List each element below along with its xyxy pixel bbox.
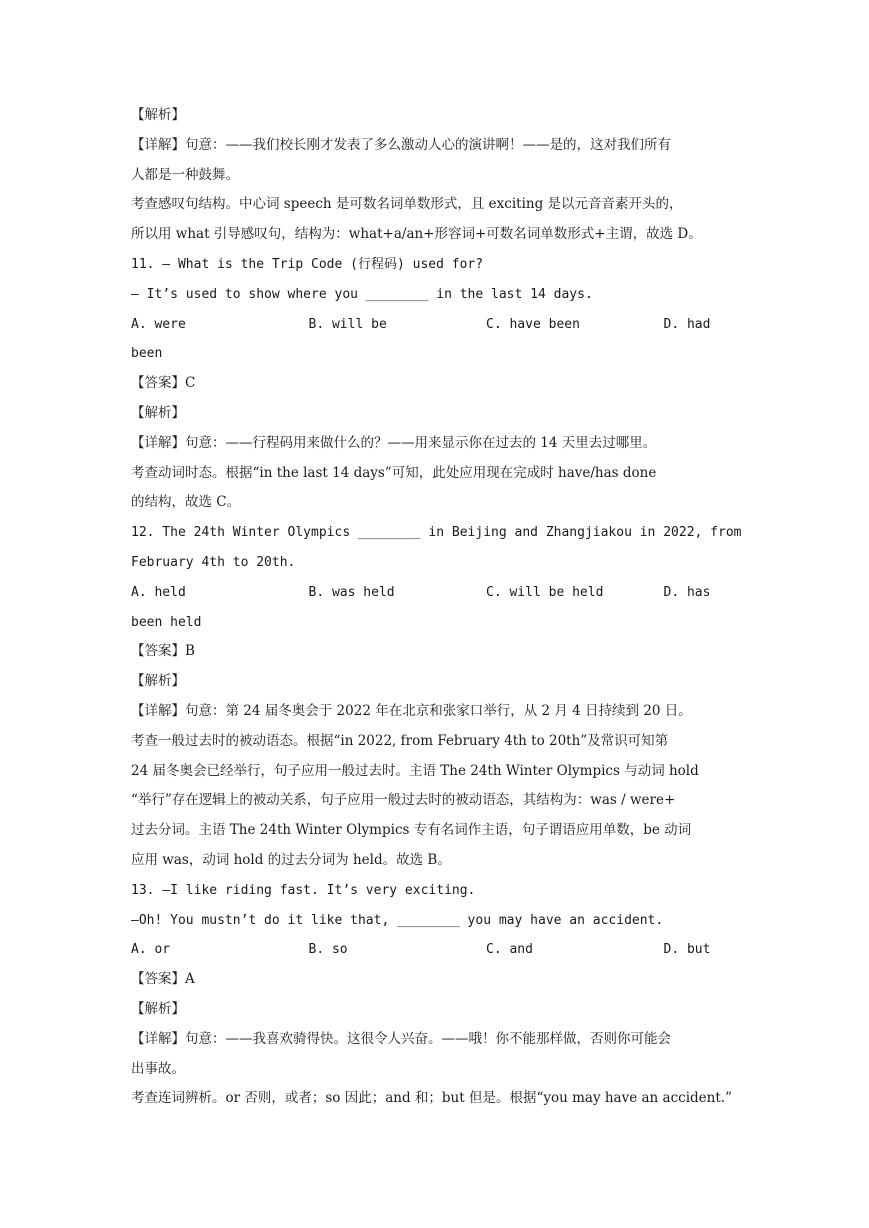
analysis-label: 【解析】 <box>131 404 185 421</box>
text-line: 考查一般过去时的被动语态。根据“in 2022, from February 4th to 20th”及常识可知第 <box>131 732 669 749</box>
explanation-line: 【详解】句意：——行程码用来做什么的？——用来显示你在过去的 14 天里去过哪里。 <box>131 434 657 451</box>
option-b: B. was held <box>308 584 395 600</box>
option-c: C. will be held <box>486 584 604 600</box>
question-stem: 12. The 24th Winter Olympics ________ in Beijing and Zhangjiakou in 2022, from <box>131 525 741 541</box>
option-d: D. had <box>663 316 711 332</box>
explanation-line: 【详解】句意：第 24 届冬奥会于 2022 年在北京和张家口举行，从 2 月 4 日持续到 20 日。 <box>131 702 692 719</box>
option-a: A. held <box>131 584 186 600</box>
answer-line: 【答案】C <box>131 375 196 392</box>
analysis-label: 【解析】 <box>131 1000 185 1017</box>
text-line: 人都是一种鼓舞。 <box>131 166 239 183</box>
option-d: D. but <box>663 942 711 958</box>
question-stem: 13. —I like riding fast. It’s very exciting. <box>131 882 476 898</box>
text-line: “举行”存在逻辑上的被动关系，句子应用一般过去时的被动语态，其结构为：was / were+ <box>131 792 676 809</box>
explanation-line: 【详解】句意：——我喜欢骑得快。这很令人兴奋。——哦！你不能那样做，否则你可能会 <box>131 1030 671 1047</box>
text-line: 考查连词辨析。or 否则，或者；so 因此；and 和；but 但是。根据“you may have an accident.” <box>131 1090 732 1107</box>
text-line: February 4th to 20th. <box>131 554 296 570</box>
analysis-label: 【解析】 <box>131 673 185 690</box>
text-line: 过去分词。主语 The 24th Winter Olympics 专有名词作主语，句子谓语应用单数，be 动词 <box>131 822 692 839</box>
text-line: 的结构，故选 C。 <box>131 494 241 511</box>
text-line: been held <box>131 614 202 630</box>
text-line: 考查感叹句结构。中心词 speech 是可数名词单数形式，且 exciting 是以元音音素开头的， <box>131 196 683 213</box>
answer-line: 【答案】B <box>131 643 195 660</box>
text-line: 考查动词时态。根据“in the last 14 days”可知，此处应用现在完成时 have/has done <box>131 464 657 481</box>
text-line: —Oh! You mustn’t do it like that, ________ you may have an accident. <box>131 912 664 928</box>
option-b: B. so <box>308 942 348 958</box>
text-line: — It’s used to show where you ________ in the last 14 days. <box>131 286 593 302</box>
option-c: C. have been <box>486 316 580 332</box>
analysis-label: 【解析】 <box>131 107 185 123</box>
answer-options <box>131 310 741 340</box>
text-line: been <box>131 346 163 362</box>
option-c: C. and <box>486 942 533 958</box>
question-stem: 11. — What is the Trip Code (行程码) used for? <box>131 256 484 272</box>
answer-line: 【答案】A <box>131 971 195 988</box>
text-line: 所以用 what 引导感叹句，结构为：what+a/an+形容词+可数名词单数形式+主谓，故选 D。 <box>131 226 702 243</box>
option-b: B. will be <box>308 316 387 332</box>
answer-options <box>131 578 741 608</box>
answer-options <box>131 935 741 965</box>
explanation-line: 【详解】句意：——我们校长刚才发表了多么激动人心的演讲啊！——是的，这对我们所有 <box>131 136 671 153</box>
option-d: D. has <box>663 584 711 600</box>
text-line: 24 届冬奥会已经举行，句子应用一般过去时。主语 The 24th Winter Olympics 与动词 hold <box>131 762 699 779</box>
text-line: 出事故。 <box>131 1060 185 1077</box>
option-a: A. were <box>131 316 186 332</box>
text-line: 应用 was，动词 hold 的过去分词为 held。故选 B。 <box>131 851 451 868</box>
option-a: A. or <box>131 942 171 958</box>
